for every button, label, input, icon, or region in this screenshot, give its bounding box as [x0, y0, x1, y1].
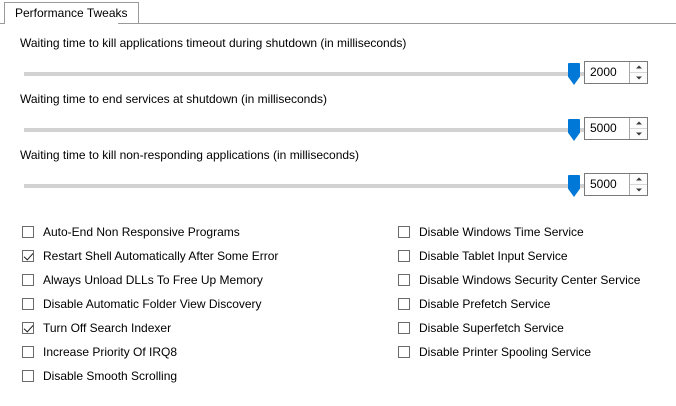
- slider-group-kill-apps-timeout: [20, 36, 660, 87]
- slider-group-kill-non-responding: [20, 148, 660, 199]
- checkbox-disable-superfetch-service[interactable]: [398, 316, 668, 340]
- slider-row-kill-apps-timeout: [20, 61, 660, 87]
- checkbox-box-restart-shell-automatically[interactable]: [22, 250, 34, 262]
- spinner-buttons-kill-non-responding: [629, 174, 647, 195]
- checkbox-label-disable-windows-time-service: Disable Windows Time Service: [419, 225, 584, 239]
- spinner-up-kill-apps-timeout[interactable]: [630, 62, 647, 72]
- checkbox-disable-automatic-folder-view-discovery[interactable]: [22, 292, 352, 316]
- checkbox-auto-end-non-responsive-programs[interactable]: [22, 220, 352, 244]
- slider-group-end-services: [20, 92, 660, 143]
- slider-track-end-services[interactable]: [24, 128, 587, 132]
- slider-thumb-kill-non-responding[interactable]: [568, 175, 580, 197]
- checkbox-disable-smooth-scrolling[interactable]: [22, 364, 352, 388]
- checkbox-box-disable-automatic-folder-view-discovery[interactable]: [22, 298, 34, 310]
- checkbox-label-disable-automatic-folder-view-discovery: Disable Automatic Folder View Discovery: [43, 297, 262, 311]
- spinner-value-kill-non-responding[interactable]: 5000: [585, 174, 629, 195]
- spinner-buttons-kill-apps-timeout: [629, 62, 647, 83]
- spinner-down-kill-non-responding[interactable]: [630, 184, 647, 195]
- checkbox-label-disable-windows-security-center-service: Disable Windows Security Center Service: [419, 273, 641, 287]
- checkbox-always-unload-dlls[interactable]: [22, 268, 352, 292]
- checkbox-box-disable-prefetch-service[interactable]: [398, 298, 410, 310]
- checkbox-box-disable-printer-spooling-service[interactable]: [398, 346, 410, 358]
- slider-row-end-services: [20, 117, 660, 143]
- checkbox-turn-off-search-indexer[interactable]: [22, 316, 352, 340]
- checkbox-disable-tablet-input-service[interactable]: [398, 244, 668, 268]
- checkbox-disable-printer-spooling-service[interactable]: [398, 340, 668, 364]
- checkbox-label-disable-printer-spooling-service: Disable Printer Spooling Service: [419, 345, 592, 359]
- spinner-end-services[interactable]: [584, 117, 648, 140]
- checkbox-box-disable-windows-security-center-service[interactable]: [398, 274, 410, 286]
- checkbox-box-increase-priority-of-irq8[interactable]: [22, 346, 34, 358]
- checkbox-box-disable-smooth-scrolling[interactable]: [22, 370, 34, 382]
- slider-thumb-end-services[interactable]: [568, 119, 580, 141]
- slider-track-kill-apps-timeout[interactable]: [24, 72, 587, 76]
- checkbox-box-disable-tablet-input-service[interactable]: [398, 250, 410, 262]
- checkbox-label-always-unload-dlls: Always Unload DLLs To Free Up Memory: [43, 273, 263, 287]
- checkbox-disable-windows-security-center-service[interactable]: [398, 268, 668, 292]
- tab-performance-tweaks[interactable]: Performance Tweaks: [4, 2, 139, 24]
- checkbox-column-right: [398, 220, 668, 364]
- slider-row-kill-non-responding: [20, 173, 660, 199]
- checkbox-disable-prefetch-service[interactable]: [398, 292, 668, 316]
- spinner-down-kill-apps-timeout[interactable]: [630, 72, 647, 83]
- spinner-buttons-end-services: [629, 118, 647, 139]
- slider-label-kill-non-responding: Waiting time to kill non-responding applications (in milliseconds): [20, 148, 360, 162]
- checkbox-label-increase-priority-of-irq8: Increase Priority Of IRQ8: [43, 345, 178, 359]
- checkbox-box-always-unload-dlls[interactable]: [22, 274, 34, 286]
- spinner-kill-non-responding[interactable]: [584, 173, 648, 196]
- spinner-value-end-services[interactable]: 5000: [585, 118, 629, 139]
- checkbox-disable-windows-time-service[interactable]: [398, 220, 668, 244]
- checkbox-label-disable-superfetch-service: Disable Superfetch Service: [419, 321, 564, 335]
- slider-label-kill-apps-timeout: Waiting time to kill applications timeout during shutdown (in milliseconds): [20, 36, 407, 50]
- checkbox-label-disable-tablet-input-service: Disable Tablet Input Service: [419, 249, 568, 263]
- tab-panel: [0, 24, 676, 406]
- checkbox-box-turn-off-search-indexer[interactable]: [22, 322, 34, 334]
- slider-label-end-services: Waiting time to end services at shutdown (in milliseconds): [20, 92, 328, 106]
- checkbox-label-turn-off-search-indexer: Turn Off Search Indexer: [43, 321, 172, 335]
- slider-track-kill-non-responding[interactable]: [24, 184, 587, 188]
- checkbox-box-disable-superfetch-service[interactable]: [398, 322, 410, 334]
- checkbox-label-restart-shell-automatically: Restart Shell Automatically After Some Error: [43, 249, 279, 263]
- spinner-up-end-services[interactable]: [630, 118, 647, 128]
- spinner-up-kill-non-responding[interactable]: [630, 174, 647, 184]
- checkbox-restart-shell-automatically[interactable]: [22, 244, 352, 268]
- spinner-kill-apps-timeout[interactable]: [584, 61, 648, 84]
- slider-thumb-kill-apps-timeout[interactable]: [568, 63, 580, 85]
- checkbox-label-auto-end-non-responsive-programs: Auto-End Non Responsive Programs: [43, 225, 240, 239]
- spinner-value-kill-apps-timeout[interactable]: 2000: [585, 62, 629, 83]
- checkbox-box-auto-end-non-responsive-programs[interactable]: [22, 226, 34, 238]
- checkbox-label-disable-prefetch-service: Disable Prefetch Service: [419, 297, 551, 311]
- checkbox-box-disable-windows-time-service[interactable]: [398, 226, 410, 238]
- checkbox-column-left: [22, 220, 352, 388]
- tab-strip: [0, 0, 676, 24]
- checkbox-increase-priority-of-irq8[interactable]: [22, 340, 352, 364]
- checkbox-label-disable-smooth-scrolling: Disable Smooth Scrolling: [43, 369, 178, 383]
- spinner-down-end-services[interactable]: [630, 128, 647, 139]
